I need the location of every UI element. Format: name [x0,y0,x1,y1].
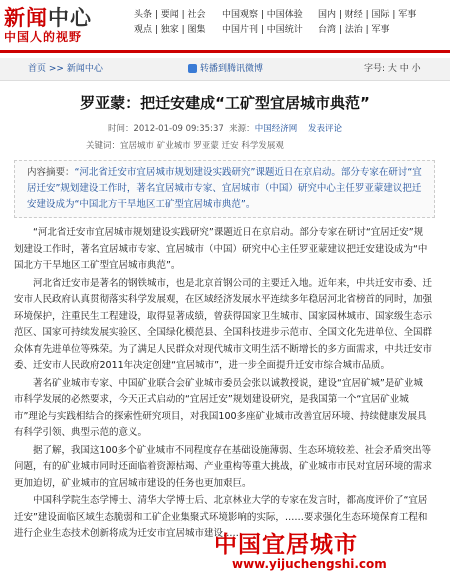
nav-row[interactable]: 中国片刊 | 中国统计 [222,25,303,35]
article-title: 罗亚蒙：把迁安建成“工矿型宜居城市典范” [80,94,370,112]
nav-group-china [222,8,303,38]
paragraph: 著名矿业城市专家、中国矿业联合会矿业城市委员会张以诚教授说，建设“宜居矿城”是矿业城市科学发展的必然要求，今天正式启动的“宜居迁安”规划建设研究，是我国第一个“宜居矿业城市”理论与实践相结合的探索性研究项目，对我国100多座矿业城市改善宜居环境、持续健康发展具有科学引领、典型示范的意义。 [14,377,427,438]
share-weibo-link[interactable]: 转播到腾讯微博 [188,58,263,80]
share-icon [188,64,197,73]
nav-row[interactable]: 国内 | 财经 | 国际 | 军事 [318,10,417,20]
keyword-links[interactable]: 宜居城市 矿业城市 罗亚蒙 迁安 科学发展观 [120,141,284,151]
nav-row[interactable]: 观点 | 独家 | 图集 [134,25,206,35]
breadcrumb-links[interactable]: 首页 >> 新闻中心 [28,64,103,74]
nav-row[interactable]: 中国观察 | 中国体验 [222,10,303,20]
paragraph: 据了解，我国这100多个矿业城市不同程度存在基础设施薄弱、生态环境较差、社会矛盾突出等问题，有的矿业城市同时还面临着资源枯竭、产业重构等重大挑战，矿业城市市民对宜居环境的需求更加迫切，矿业城市的宜居城市建设的任务也更加艰巨。 [14,444,433,489]
paragraph: 河北省迁安市是著名的钢铁城市，也是北京首钢公司的主要迁入地。近年来，中共迁安市委、迁安市人民政府认真贯彻落实科学发展观，在区域经济发展水平连续多年稳居河北省榜首的同时，加强环境保护，注重民生工程建设，取得显著成绩，曾获得国家卫生城市、国家园林城市、国家级生态示范区、国家可持续发展实验区、全国绿化模范县、全国科技进步示范市、全国文化先进单位、全国群众体育先进单位等殊荣。为了满足人民群众对现代城市文明生活不断增长的多方面需求，中共迁安市委、迁安市人民政府2011年决定创建“宜居城市”，进一步全面提升迁安市综合城市品质。 [14,277,433,371]
watermark-logo: 中国宜居城市 [214,532,358,558]
font-size-switch[interactable]: 字号: 大 中 小 [364,64,421,74]
keywords: 关键词：宜居城市 矿业城市 罗亚蒙 迁安 科学发展观 [86,141,284,151]
publish-time: 2012-01-09 09:35:37 [133,124,224,134]
article-meta: 时间：2012-01-09 09:35:37 来源：中国经济网 发表评论 [107,124,343,134]
nav-row[interactable]: 台湾 | 法治 | 军事 [318,25,390,35]
article-body [14,225,432,544]
header-divider [0,50,450,53]
comment-link[interactable]: 发表评论 [308,124,343,134]
watermark-url: www.yijuchengshi.com [232,557,387,571]
nav-row[interactable]: 头条 | 要闻 | 社会 [134,10,206,20]
site-slogan: 中国人的视野 [4,30,83,44]
paragraph: 中国科学院生态学博士、清华大学博士后、北京林业大学的专家在发言时，都高度评价了“宜居迁安”建设面临区域生态脆弱和工矿企业集聚式环境影响的实际，……要求强化生态环境保育工程和进行企业生态技术创新将成为迁安市宜居城市建设…… [14,495,428,539]
site-header [0,0,450,48]
nav-group-channels [318,8,416,38]
breadcrumb [0,58,450,81]
nav-group-news [134,8,206,38]
article-abstract: 内容摘要：“河北省迁安市宜居城市规划建设实践研究”课题近日在京启动。部分专家在研讨“宜居迁安”规划建设工作时，著名宜居城市专家、宜居城市（中国）研究中心主任罗亚蒙建议把迁安建设成为“中国北方干旱地区工矿型宜居城市典范”。 [14,160,435,218]
site-logo[interactable]: 新闻中心 [4,6,92,30]
source-link[interactable]: 中国经济网 [254,124,298,134]
paragraph: “河北省迁安市宜居城市规划建设实践研究”课题近日在京启动。部分专家在研讨“宜居迁安”规划建设工作时，著名宜居城市专家、宜居城市（中国）研究中心主任罗亚蒙建议把迁安建设成为“中国北方干旱地区工矿型宜居城市典范”。 [14,227,428,271]
